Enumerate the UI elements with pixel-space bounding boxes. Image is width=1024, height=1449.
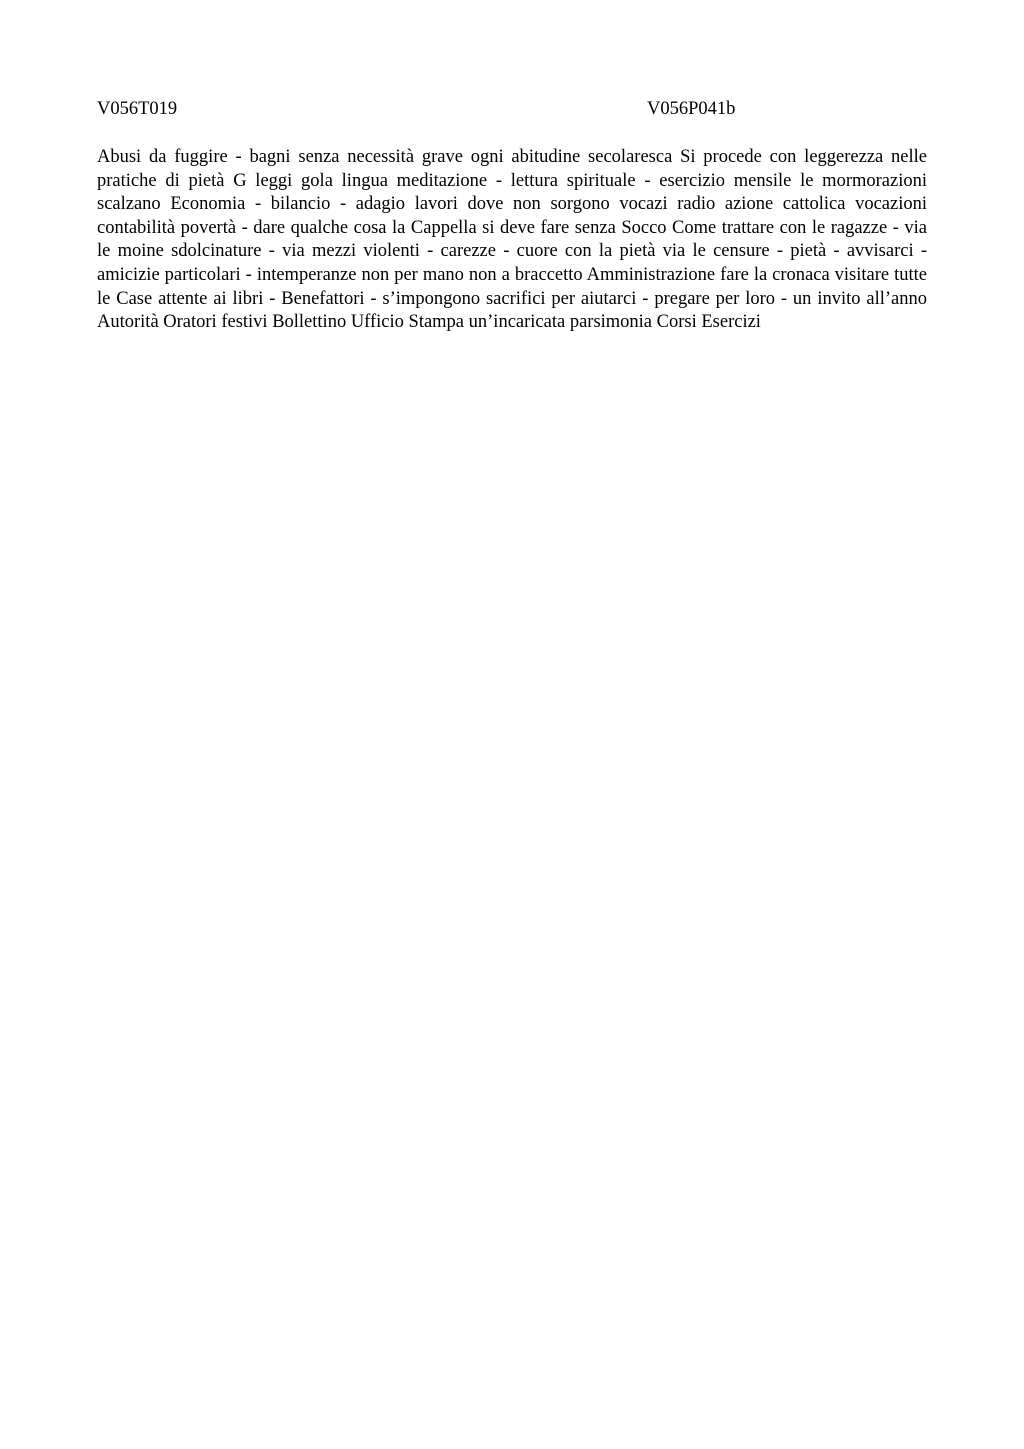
body-paragraph: Abusi da fuggire - bagni senza necessità grave ogni abitudine secolaresca Si procede con leggerezza nelle pratiche di pietà G leggi gola lingua meditazione - lettura spirituale - esercizio mensile le mormorazioni scalzano Economia - bilancio - adagio lavori dove non sorgono vocazi radio azione cattolica vocazioni contabilità povertà - dare qualche cosa la Cappella si deve fare senza Socco Come trattare con le ragazze - via le moine sdolcinature - via mezzi violenti - carezze - cuore con la pietà via le censure - pietà - avvisarci - amicizie particolari - intemperanze non per mano non a braccetto Amministrazione fare la cronaca visitare tutte le Case attente ai libri - Benefattori - s’impongono sacrifici per aiutarci - pregare per loro - un invito all’anno Autorità Oratori festivi Bollettino Ufficio Stampa un’incaricata parsimonia Corsi Esercizi bbox=[97, 147, 927, 333]
document-code-left: V056T019 bbox=[97, 99, 178, 119]
document-code-right: V056P041b bbox=[647, 99, 736, 119]
